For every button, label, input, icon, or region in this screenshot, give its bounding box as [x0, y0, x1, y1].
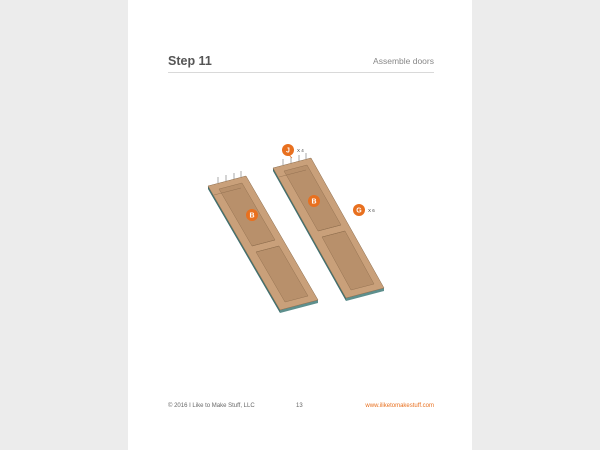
- door-assembly-illustration: [128, 0, 472, 450]
- step-subtitle: Assemble doors: [373, 56, 434, 66]
- callout-j: [282, 144, 304, 158]
- page-number: 13: [296, 403, 303, 409]
- callout-g: [353, 204, 375, 216]
- callout-g-letter: G: [356, 207, 362, 215]
- callout-b-right: [308, 195, 320, 207]
- callout-b-left-letter: B: [249, 212, 255, 220]
- callout-b-left: [246, 209, 258, 221]
- website-link[interactable]: www.iliketomakestuff.com: [365, 403, 434, 409]
- callout-g-quantity: X 6: [368, 208, 375, 213]
- footer-copyright: © 2016 I Like to Make Stuff, LLC: [168, 403, 255, 409]
- step-title: Step 11: [168, 54, 212, 68]
- document-page: [128, 0, 472, 450]
- callout-b-right-letter: B: [311, 198, 317, 206]
- callout-j-letter: J: [286, 147, 290, 155]
- callout-j-quantity: X 4: [297, 148, 304, 153]
